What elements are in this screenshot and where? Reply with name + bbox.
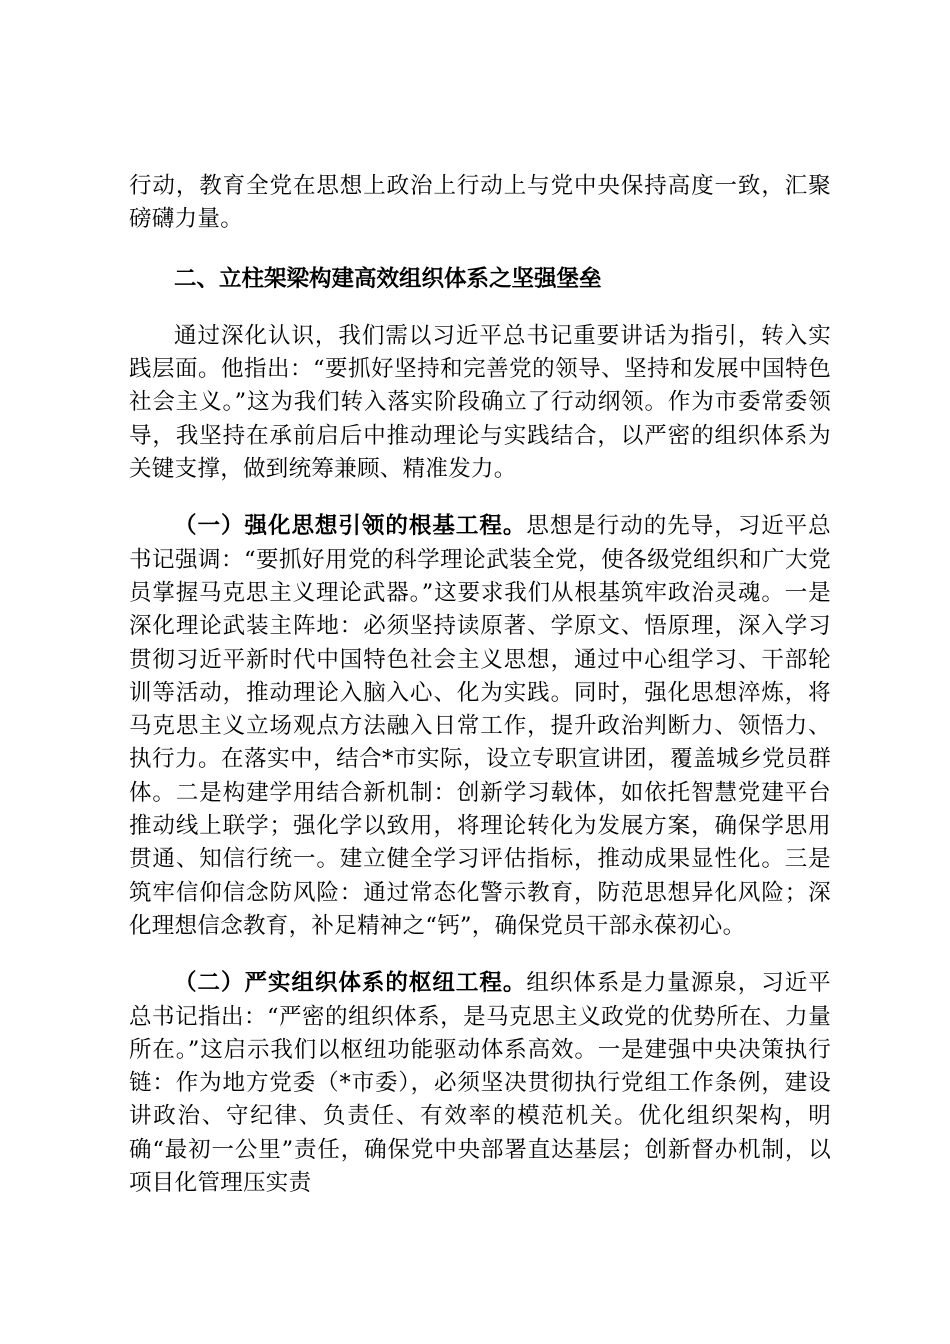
section-heading: 二、立柱架梁构建高效组织体系之坚强堡垒 [174,265,602,292]
paragraph-section-2 [129,967,831,1200]
section-2-body: 组织体系是力量源泉，习近平总书记指出：“严密的组织体系，是马克思主义政党的优势所在、力量所在。”这启示我们以枢纽功能驱动体系高效。一是建强中央决策执行链：作为地方党委（*市委），必须坚决贯彻执行党组工作条例，建设讲政治、守纪律、负责任、有效率的模范机关。优化组织架构，明确“最初一公里”责任，确保党中央部署直达基层；创新督办机制，以项目化管理压实责 [129,970,831,1197]
paragraph-continuation: 行动，教育全党在思想上政治上行动上与党中央保持高度一致，汇聚磅礴力量。 [129,173,831,233]
document-body [129,170,831,1200]
section-1-lead: （一）强化思想引领的根基工程。 [174,513,527,540]
paragraph-section-1 [129,510,831,943]
section-2-lead: （二）严实组织体系的枢纽工程。 [174,970,527,997]
paragraph-intro: 通过深化认识，我们需以习近平总书记重要讲话为指引，转入实践层面。他指出：“要抓好坚持和完善党的领导、坚持和发展中国特色社会主义。”这为我们转入落实阶段确立了行动纲领。作为市委常委领导，我坚持在承前启后中推动理论与实践结合，以严密的组织体系为关键支撑，做到统筹兼顾、精准发力。 [129,322,831,483]
section-1-body: 思想是行动的先导，习近平总书记强调：“要抓好用党的科学理论武装全党，使各级党组织和广大党员掌握马克思主义理论武器。”这要求我们从根基筑牢政治灵魂。一是深化理论武装主阵地：必须坚持读原著、学原文、悟原理，深入学习贯彻习近平新时代中国特色社会主义思想，通过中心组学习、干部轮训等活动，推动理论入脑入心、化为实践。同时，强化思想淬炼，将马克思主义立场观点方法融入日常工作，提升政治判断力、领悟力、执行力。在落实中，结合*市实际，设立专职宣讲团，覆盖城乡党员群体。二是构建学用结合新机制：创新学习载体，如依托智慧党建平台推动线上联学；强化学以致用，将理论转化为发展方案，确保学思用贯通、知信行统一。建立健全学习评估指标，推动成果显性化。三是筑牢信仰信念防风险：通过常态化警示教育，防范思想异化风险；深化理想信念教育，补足精神之“钙”，确保党员干部永葆初心。 [129,513,831,939]
